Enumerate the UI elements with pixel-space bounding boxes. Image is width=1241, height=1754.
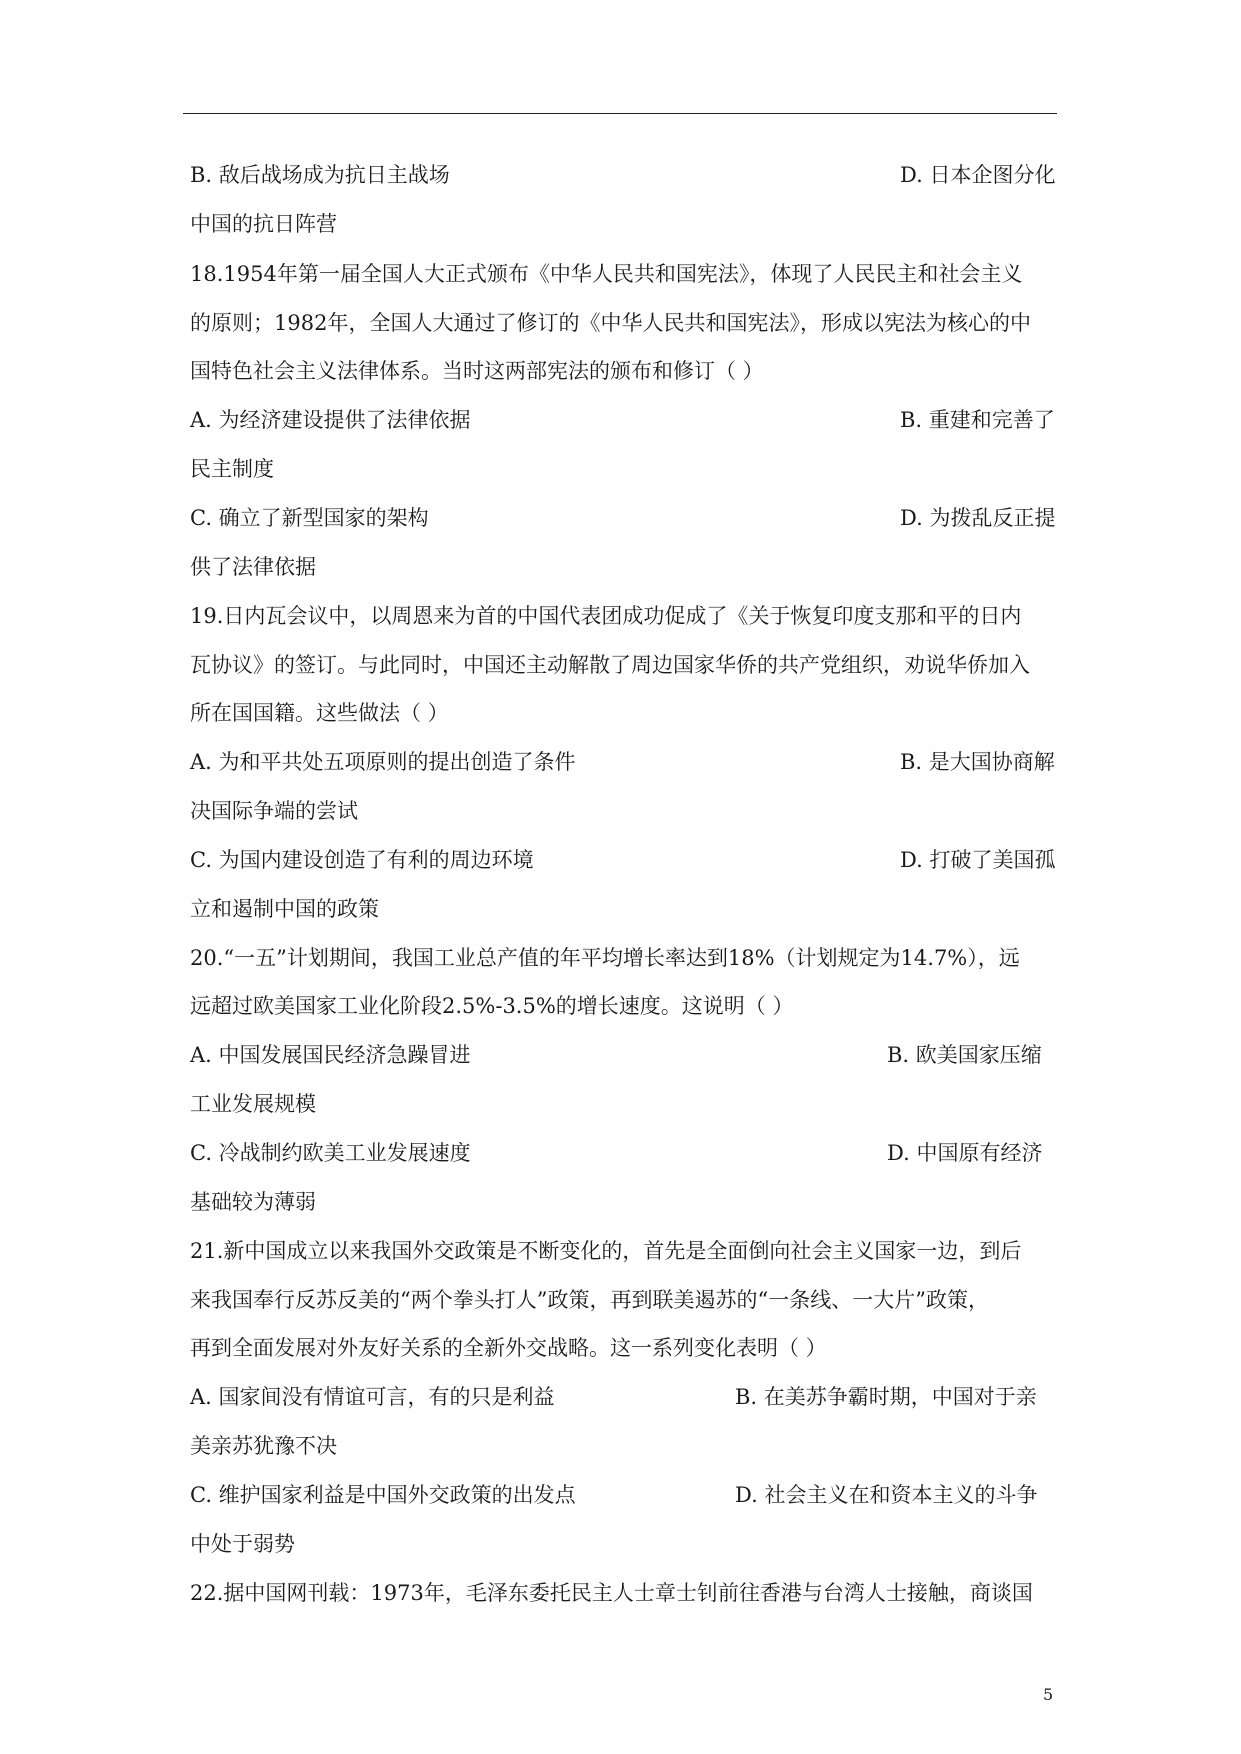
q21-option-d-cont: 中处于弱势 <box>190 1532 295 1556</box>
q20-stem-line-1: 20.“一五”计划期间，我国工业总产值的年平均增长率达到18%（计划规定为14.7%），远 <box>190 946 1020 970</box>
q18-option-b: B. 重建和完善了 <box>900 408 1055 432</box>
q19-stem-line-2: 瓦协议》的签订。与此同时，中国还主动解散了周边国家华侨的共产党组织，劝说华侨加入 <box>190 653 1030 677</box>
header-rule <box>183 113 1057 114</box>
q19-stem-line-3: 所在国国籍。这些做法（ ） <box>190 701 449 725</box>
q21-option-b: B. 在美苏争霸时期，中国对于亲 <box>735 1385 1037 1409</box>
q21-option-c: C. 维护国家利益是中国外交政策的出发点 <box>190 1483 576 1507</box>
q17-option-d: D. 日本企图分化 <box>900 163 1056 187</box>
q19-option-a: A. 为和平共处五项原则的提出创造了条件 <box>190 750 576 774</box>
q20-option-d-cont: 基础较为薄弱 <box>190 1190 316 1214</box>
q18-option-c: C. 确立了新型国家的架构 <box>190 506 429 530</box>
q19-option-b: B. 是大国协商解 <box>900 750 1055 774</box>
q19-option-b-cont: 决国际争端的尝试 <box>190 799 358 823</box>
q18-option-d-cont: 供了法律依据 <box>190 555 316 579</box>
q21-option-b-cont: 美亲苏犹豫不决 <box>190 1434 337 1458</box>
q18-option-b-cont: 民主制度 <box>190 457 274 481</box>
q20-option-b-cont: 工业发展规模 <box>190 1092 316 1116</box>
q20-stem-line-2: 远超过欧美国家工业化阶段2.5%-3.5%的增长速度。这说明（ ） <box>190 994 794 1018</box>
q18-option-a: A. 为经济建设提供了法律依据 <box>190 408 471 432</box>
q21-option-a: A. 国家间没有情谊可言，有的只是利益 <box>190 1385 555 1409</box>
q19-option-d-cont: 立和遏制中国的政策 <box>190 897 379 921</box>
q20-option-c: C. 冷战制约欧美工业发展速度 <box>190 1141 471 1165</box>
q21-stem-line-1: 21.新中国成立以来我国外交政策是不断变化的，首先是全面倒向社会主义国家一边，到后 <box>190 1239 1022 1263</box>
q20-option-d: D. 中国原有经济 <box>887 1141 1043 1165</box>
q18-stem-line-2: 的原则；1982年，全国人大通过了修订的《中华人民共和国宪法》，形成以宪法为核心的中 <box>190 311 1031 335</box>
page-number: 5 <box>1043 1685 1054 1704</box>
q21-option-d: D. 社会主义在和资本主义的斗争 <box>735 1483 1038 1507</box>
q21-stem-line-3: 再到全面发展对外友好关系的全新外交战略。这一系列变化表明（ ） <box>190 1336 827 1360</box>
q17-option-b: B. 敌后战场成为抗日主战场 <box>190 163 450 187</box>
q19-stem-line-1: 19.日内瓦会议中，以周恩来为首的中国代表团成功促成了《关于恢复印度支那和平的日内 <box>190 604 1022 628</box>
q17-option-d-cont: 中国的抗日阵营 <box>190 212 337 236</box>
q19-option-c: C. 为国内建设创造了有利的周边环境 <box>190 848 534 872</box>
q18-stem-line-3: 国特色社会主义法律体系。当时这两部宪法的颁布和修订（ ） <box>190 359 764 383</box>
q22-stem-line-1: 22.据中国网刊载：1973年，毛泽东委托民主人士章士钊前往香港与台湾人士接触，商谈国 <box>190 1581 1033 1605</box>
q18-stem-line-1: 18.1954年第一届全国人大正式颁布《中华人民共和国宪法》，体现了人民民主和社会主义 <box>190 262 1023 286</box>
q19-option-d: D. 打破了美国孤 <box>900 848 1056 872</box>
q20-option-a: A. 中国发展国民经济急躁冒进 <box>190 1043 471 1067</box>
q20-option-b: B. 欧美国家压缩 <box>887 1043 1042 1067</box>
q18-option-d: D. 为拨乱反正提 <box>900 506 1056 530</box>
q21-stem-line-2: 来我国奉行反苏反美的“两个拳头打人”政策，再到联美遏苏的“一条线、一大片”政策， <box>190 1288 989 1312</box>
